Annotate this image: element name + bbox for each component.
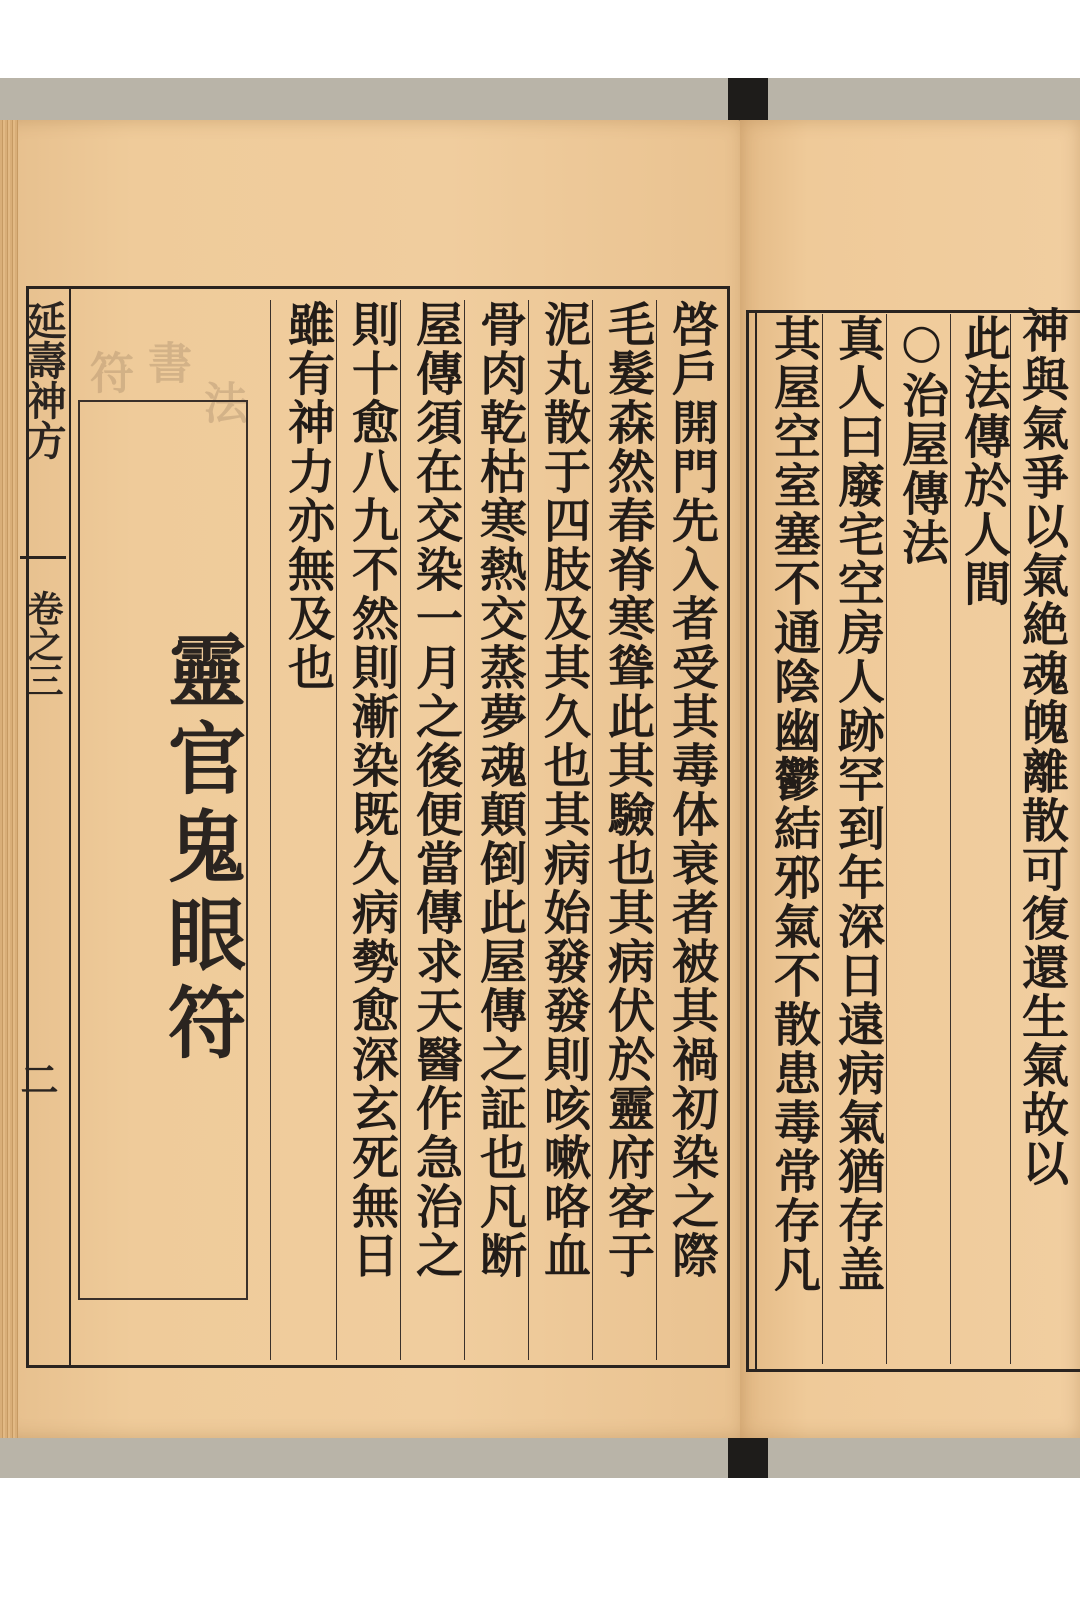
section-heading: ○治屋傳法 bbox=[894, 314, 949, 567]
margin-volume: 卷之三 bbox=[22, 590, 64, 698]
bleed-through-char: 法 bbox=[196, 380, 247, 424]
column-rule bbox=[822, 314, 823, 1364]
text-column: 屋傳須在交染一月之後便當傳求天醫作急治之 bbox=[408, 300, 463, 1280]
bleed-through-char: 符 bbox=[82, 350, 133, 394]
frame-inner-border bbox=[69, 289, 71, 1365]
left-text-columns bbox=[270, 300, 726, 1360]
column-rule bbox=[592, 300, 593, 1360]
column-rule bbox=[336, 300, 337, 1360]
text-column: 骨肉乾枯寒熱交蒸夢魂顛倒此屋傳之証也凡断 bbox=[472, 300, 527, 1280]
page-edges bbox=[0, 120, 18, 1438]
talisman-seal: 靈官鬼眼符 bbox=[78, 400, 248, 1300]
margin-page-number: 二 bbox=[14, 1060, 59, 1098]
bleed-through-char: 書 bbox=[140, 340, 191, 384]
text-column: 則十愈八九不然則漸染既久病勢愈深玄死無日 bbox=[344, 300, 399, 1280]
right-text-columns bbox=[760, 314, 1010, 1364]
right-cut-column bbox=[1012, 306, 1072, 1366]
column-rule bbox=[950, 314, 951, 1364]
text-column: 神與氣爭以氣絶魂魄離散可復還生氣故以 bbox=[1014, 306, 1069, 1188]
text-column: 真人曰廢宅空房人跡罕到年深日遠病氣猶存盖 bbox=[830, 314, 885, 1294]
text-column: 啓戶開門先入者受其毒体衰者被其禍初染之際 bbox=[664, 300, 719, 1280]
column-rule bbox=[656, 300, 657, 1360]
margin-book-title: 延壽神方 bbox=[20, 300, 67, 460]
text-column: 雖有神力亦無及也 bbox=[280, 300, 335, 692]
text-column: 此法傳於人間 bbox=[956, 314, 1011, 608]
column-rule bbox=[400, 300, 401, 1360]
text-column: 毛髮森然春脊寒聳此其驗也其病伏於靈府客于 bbox=[600, 300, 655, 1280]
column-rule bbox=[528, 300, 529, 1360]
text-column: 泥丸散于四肢及其久也其病始發發則咳嗽咯血 bbox=[536, 300, 591, 1280]
column-rule bbox=[270, 300, 271, 1360]
column-rule bbox=[464, 300, 465, 1360]
text-column: 其屋空室塞不通陰幽鬱結邪氣不散患毒常存凡 bbox=[766, 314, 821, 1294]
frame-inner-border bbox=[755, 313, 757, 1369]
column-rule bbox=[886, 314, 887, 1364]
